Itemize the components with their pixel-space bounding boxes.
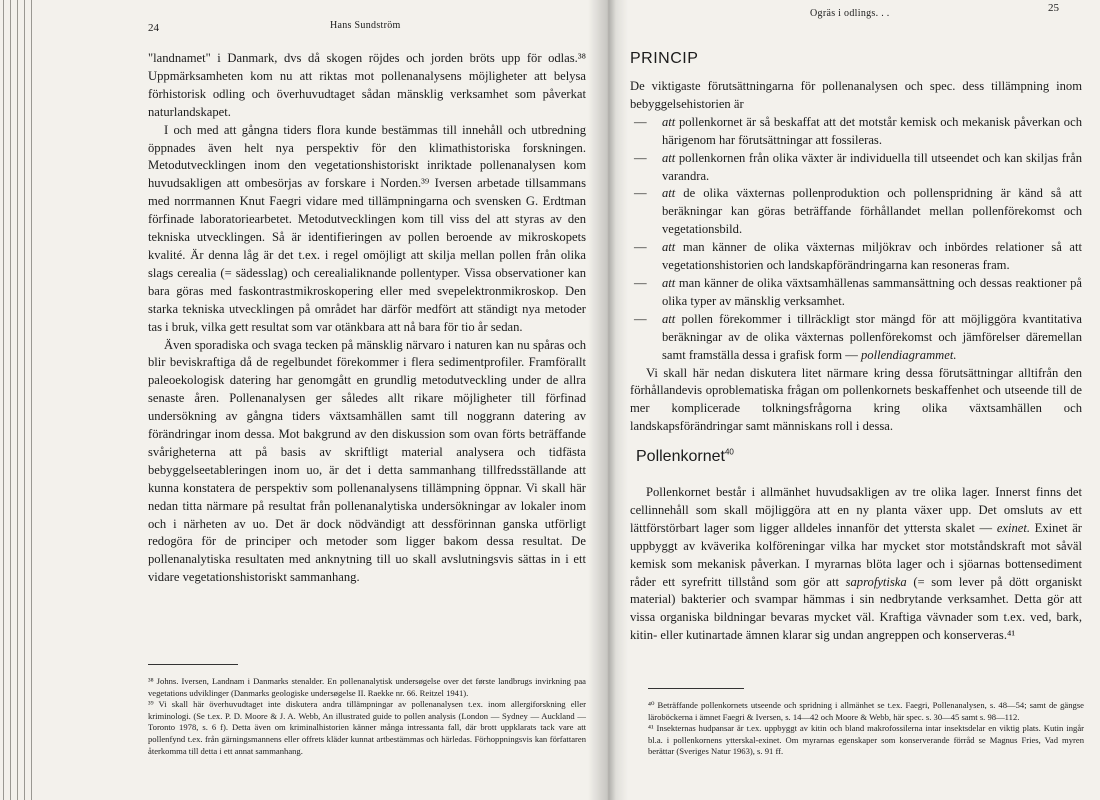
running-head-left: Hans Sundström	[330, 20, 401, 31]
heading-princip: PRINCIP	[630, 50, 699, 67]
page-edges	[0, 0, 34, 800]
footnote: ⁴⁰ Beträffande pollenkornets utseende och spridning i allmänhet se t.ex. Faegri, Pollenanalysen, s. 48—54; samt de gängse läroböckerna i ämnet Faegri & Iversen, s. 14—42 och Moore & Webb, här spec. s. 30—45 samt s. 98—112.	[648, 700, 1084, 722]
list-item: — att pollen förekommer i tillräckligt stor mängd för att möjliggöra kvantitativa beräkningar av de olika växternas pollenförekomst och jämförelser däremellan samt framställa dessa i grafisk form — pollendiagrammet.	[630, 311, 1082, 365]
footnote-rule-right	[648, 688, 744, 689]
page-number-left: 24	[148, 22, 159, 34]
intro-paragraph: De viktigaste förutsättningarna för pollenanalysen och spec. dess tillämpning inom bebyggelsehistorien är	[630, 79, 1082, 111]
principle-list	[630, 114, 1082, 365]
right-page	[620, 0, 1095, 800]
left-body	[148, 50, 586, 587]
heading-pollenkornet: Pollenkornet$^{40}$	[636, 447, 734, 465]
paragraph: Vi skall här nedan diskutera litet närmare kring dessa förutsättningar alltifrån den förhållandevis oproblematiska frågan om pollenkornets beskaffenhet och utseende till de mer komplicerade tolkningsfrågorna kring olika växtsamhällen och landskapsförändringar samt människans roll i dessa.	[630, 365, 1082, 434]
right-body-pollen	[630, 484, 1082, 645]
left-page	[40, 0, 590, 800]
footnotes-right	[648, 700, 1084, 758]
footnote-rule-left	[148, 664, 238, 665]
footnote: ³⁸ Johns. Iversen, Landnam i Danmarks stenalder. En pollenanalytisk undersøgelse over det første landbrugs invirkning paa vegetations udviklinger (Danmarks geologiske undersøgelse II. Raekke nr. 66. Reitzel 1941).	[148, 676, 586, 698]
footnote: ⁴¹ Insekternas hudpansar är t.ex. uppbyggt av kitin och bland makrofossilerna intar insektsdelar en viktig plats. Kutin ingår bl.a. i pollenkornens ytterskal-exinet. Om myrarnas egenskaper som konserverande förråd se Magnus Fries, Vad myren berättar (Sveriges Natur 1963), s. 91 ff.	[648, 723, 1084, 757]
list-item: — att man känner de olika växternas miljökrav och inbördes relationer så att vegetationshistorien och landskapförändringarna kan resoneras fram.	[630, 239, 1082, 275]
list-item: — att pollenkornen från olika växter är individuella till utseendet och kan skiljas från varandra.	[630, 150, 1082, 186]
list-item: — att man känner de olika växtsamhällenas sammansättning och dessas reaktioner på olika typer av mänsklig verksamhet.	[630, 275, 1082, 311]
page-number-right: 25	[1048, 2, 1059, 14]
footnote: ³⁹ Vi skall här överhuvudtaget inte diskutera andra tillämpningar av pollenanalysen t.ex. inom allergiforskning eller kriminologi. (Se t.ex. P. D. Moore & J. A. Webb, An illustrated guide to pollen analysis (London — Sydney — Auckland — Toronto 1978, s. 6 f). Detta även om kriminalhistorien känner många intressanta fall, där brott uppklarats tack vare att pollenfynd t.ex. från gärningsmannens eller offrets kläder kunnat artbestämmas och härledas. Förhoppningsvis kan författaren återkomma till detta i ett annat sammanhang.	[148, 699, 586, 756]
list-item: — att de olika växternas pollenproduktion och pollenspridning är känd så att beräkningar kan göras beträffande förhållandet mellan pollenförekomst och vegetationsbild.	[630, 185, 1082, 239]
list-item: — att pollenkornet är så beskaffat att det motstår kemisk och mekanisk påverkan och härigenom har förutsättningar att fossileras.	[630, 114, 1082, 150]
paragraph: I och med att gångna tiders flora kunde bestämmas till innehåll och utbredning öppnades även helt nya perspektiv för den klimathistoriska forskningen. Metodutvecklingen inom den vegetationshistoriskt inriktade pollenanalysen kom huvudsakligen att ombesörjas av forskare i Norden.³⁹ Iversen arbetade tillsammans med norrmannen Knut Faegri vidare med tillämpningarna och svensken G. Erdtman förfinade laboratoriearbetet. Metodutvecklingen kom till viss del att styras av den tekniska utvecklingen. Så är identifieringen av pollen beroende av mikroskopets kvalité. Är denna låg är det t.ex. i regel omöjligt att skilja mellan pollen från olika slags cerealia (= sädesslag) och cerealialiknande pollentyper. Vissa observationer kan bara göras med faskontrastmikroskopering eller med svepelektronmikroskop. Den starka tekniska utvecklingen på området har därför medfört att ständigt nya metoder tas i bruk, vilka gett resultat som var otänkbara att nå bara för tio år sedan.	[148, 122, 586, 334]
right-body-principle	[630, 78, 1082, 436]
footnotes-left	[148, 676, 586, 757]
paragraph: Även sporadiska och svaga tecken på mänsklig närvaro i naturen kan nu spåras och blir beviskraftiga då de regelbundet förekommer i flera sedimentprofiler. Framförallt paleoekologisk datering har genomgått en grundlig metodutveckling under de allra senaste åren. Pollenanalysen ger således allt rikare möjligheter till förfinad undersökning av gångna tiders växtsamhällen samt till noggrann datering av förändringar inom dessa. Mot bakgrund av den diskussion som ovan förts beträffande svårigheterna att på basis av skriftligt material analysera och tidfästa bebyggelseetableringen inom uo, är det i detta sammanhang tillfredsställande att kunna konstatera de perspektiv som pollenanalysens tillämpning öppnar. Vi skall här nedan titta närmare på resultat från pollenanalytiska undersökningar av lokaler inom och i närheten av uo. Det är dock nödvändigt att dessförinnan ganska utförligt redogöra för de principer och metoder som ligger bakom dessa resultat. De pollenanalytiska resultaten med anknytning till uo skall avslutningsvis sättas in i ett vidare vegetationshistoriskt sammanhang.	[148, 337, 586, 585]
running-head-right: Ogräs i odlings. . .	[810, 8, 890, 19]
paragraph: Pollenkornet består i allmänhet huvudsakligen av tre olika lager. Innerst finns det cellinnehåll som skall möjliggöra att en ny planta växer upp. Det omsluts av ett lättförstörbart lager som ligger alldeles innanför det yttersta skalet — exinet. Exinet är uppbyggt av kväverika kolföreningar vilka har mycket stor motståndskraft mot såväl kemisk som mekanisk påverkan. I myrarnas blöta lager och i sjöarnas bottensediment råder ett syrefritt tillstånd som gör att saprofytiska (= som lever på dött organiskt material) bakterier och svampar hämmas i sin nedbrytande verksamhet. Detta gör att vissa organiska bildningar bevaras mycket väl. Kraftiga vävnader som t.ex. ved, bark, kitin- eller kutinartade ämnen klarar sig undan angreppen och konserveras.⁴¹	[630, 485, 1082, 643]
paragraph: "landnamet" i Danmark, dvs då skogen röjdes och jorden bröts upp för odlas.³⁸ Uppmärksamheten kom nu att riktas mot pollenanalysens möjligheter att belysa förhistorisk odling och överhuvudtaget sådan mänsklig verksamhet som påverkat naturlandskapet.	[148, 51, 586, 119]
